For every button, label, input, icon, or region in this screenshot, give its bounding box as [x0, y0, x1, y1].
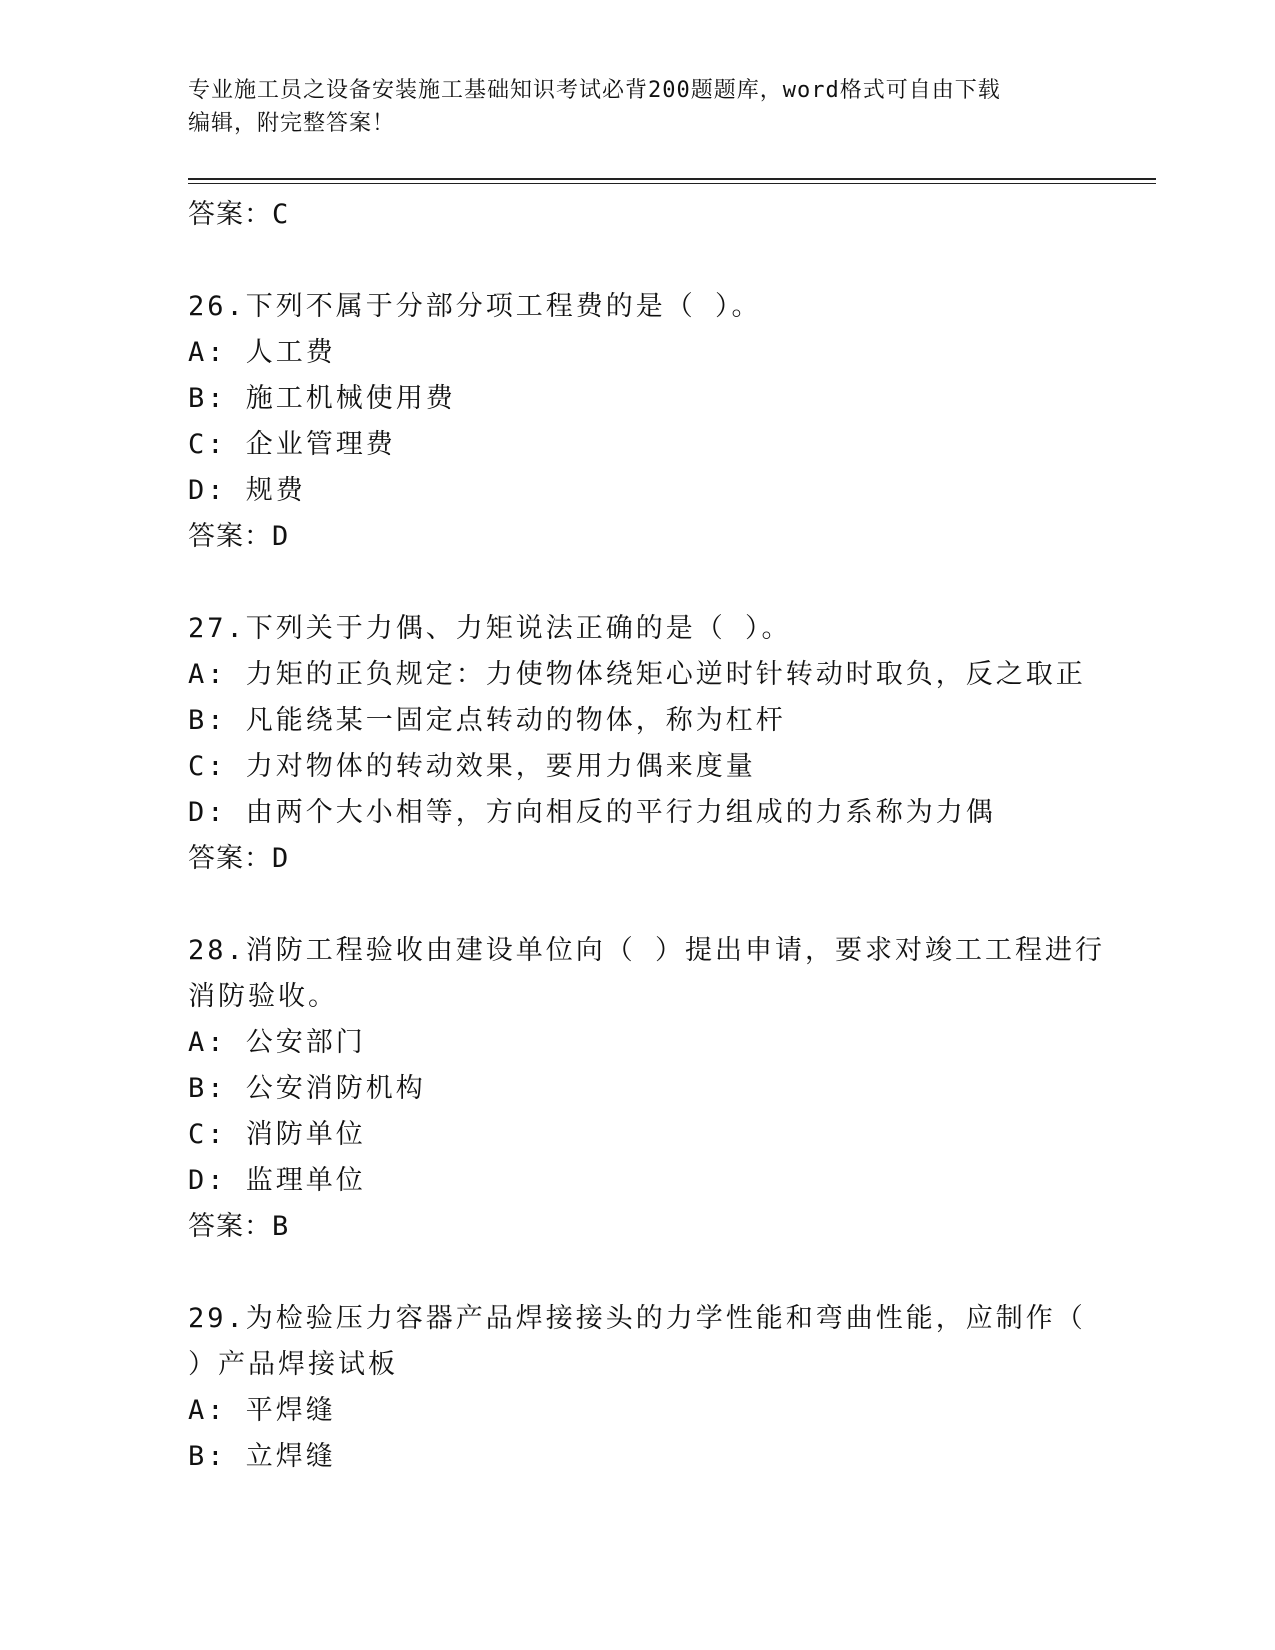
spacer — [188, 1250, 1088, 1296]
option-a: A: 平焊缝 — [188, 1395, 336, 1426]
question-answer: 答案：D — [188, 521, 290, 552]
question-list — [188, 192, 1106, 1480]
document-header — [188, 74, 1068, 140]
header-divider — [188, 178, 1156, 180]
option-d: D: 监理单位 — [188, 1165, 366, 1196]
question-28 — [188, 928, 1106, 1250]
option-b: B: 立焊缝 — [188, 1441, 336, 1472]
option-c: C: 企业管理费 — [188, 429, 396, 460]
option-a: A: 人工费 — [188, 337, 336, 368]
option-c: C: 消防单位 — [188, 1119, 366, 1150]
question-26 — [188, 284, 1088, 560]
question-answer: 答案：B — [188, 1211, 290, 1242]
option-b: B: 凡能绕某一固定点转动的物体，称为杠杆 — [188, 705, 786, 736]
question-stem: 28.消防工程验收由建设单位向（ ）提出申请，要求对竣工工程进行 — [188, 935, 1106, 966]
spacer — [188, 882, 1088, 928]
question-stem-continued: 消防验收。 — [188, 981, 338, 1012]
option-b: B: 施工机械使用费 — [188, 383, 456, 414]
option-a: A: 公安部门 — [188, 1027, 366, 1058]
header-line-1: 专业施工员之设备安装施工基础知识考试必背200题题库，word格式可自由下载 — [188, 78, 1001, 103]
question-stem: 27.下列关于力偶、力矩说法正确的是（ ）。 — [188, 613, 792, 644]
header-divider-thin — [188, 183, 1156, 184]
option-b: B: 公安消防机构 — [188, 1073, 426, 1104]
question-29 — [188, 1296, 1088, 1480]
question-stem-continued: ）产品焊接试板 — [188, 1349, 398, 1380]
question-stem: 29.为检验压力容器产品焊接接头的力学性能和弯曲性能，应制作（ — [188, 1303, 1086, 1334]
option-d: D: 由两个大小相等，方向相反的平行力组成的力系称为力偶 — [188, 797, 996, 828]
spacer — [188, 238, 1088, 284]
spacer — [188, 560, 1088, 606]
question-answer: 答案：D — [188, 843, 290, 874]
question-27 — [188, 606, 1088, 882]
question-stem: 26.下列不属于分部分项工程费的是（ ）。 — [188, 291, 762, 322]
header-line-2: 编辑，附完整答案！ — [188, 111, 396, 136]
option-a: A: 力矩的正负规定：力使物体绕矩心逆时针转动时取负，反之取正 — [188, 659, 1086, 690]
previous-answer: 答案：C — [188, 199, 290, 230]
option-d: D: 规费 — [188, 475, 306, 506]
option-c: C: 力对物体的转动效果，要用力偶来度量 — [188, 751, 756, 782]
